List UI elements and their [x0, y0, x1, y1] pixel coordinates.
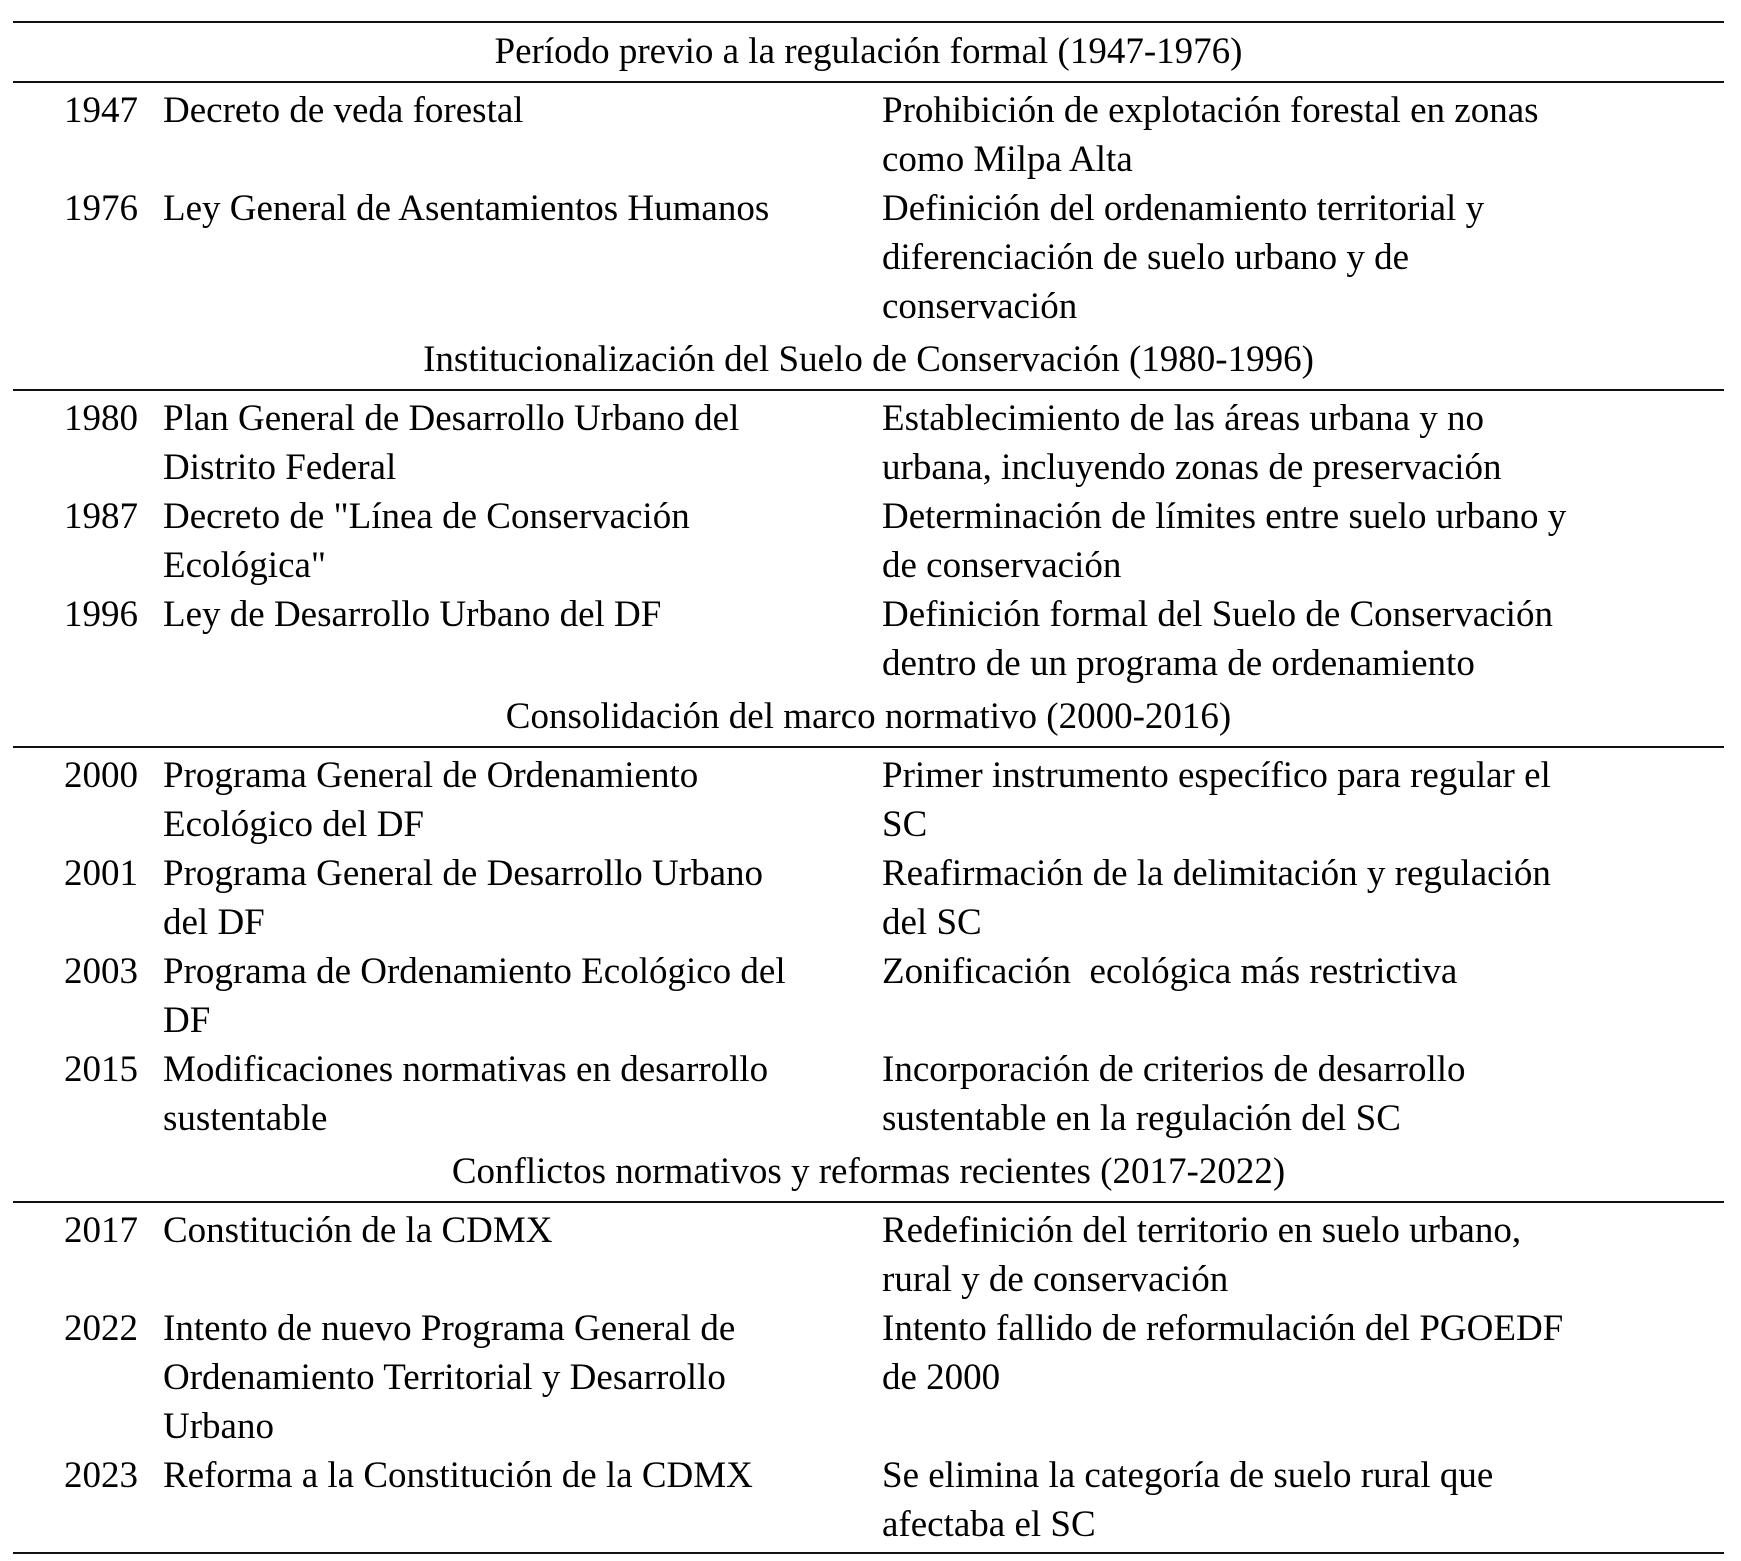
year-cell: 1947 [64, 90, 138, 131]
description-line: afectaba el SC [882, 1504, 1096, 1545]
description-line: dentro de un programa de ordenamiento [882, 643, 1475, 684]
table-row [13, 947, 1724, 1045]
instrument-line: Programa General de Ordenamiento [163, 755, 699, 796]
description-cell [882, 1045, 1724, 1143]
description-line: urbana, incluyendo zonas de preservación [882, 447, 1502, 488]
description-line: conservación [882, 286, 1078, 327]
description-line: de 2000 [882, 1357, 1001, 1398]
year-cell: 2001 [64, 853, 138, 894]
section-title: Período previo a la regulación formal (1947-1976) [13, 21, 1724, 83]
instrument-cell [138, 492, 882, 590]
table-row [13, 184, 1724, 331]
description-line: Incorporación de criterios de desarrollo [882, 1049, 1466, 1090]
instrument-line: Modificaciones normativas en desarrollo [163, 1049, 769, 1090]
regulation-timeline-table [13, 21, 1724, 1554]
instrument-cell [138, 590, 882, 688]
instrument-line: del DF [163, 902, 265, 943]
description-cell [882, 1206, 1724, 1304]
section-title: Conflictos normativos y reformas recientes (2017-2022) [13, 1143, 1724, 1203]
year-cell: 1980 [64, 398, 138, 439]
year-cell: 1996 [64, 594, 138, 635]
description-cell [882, 394, 1724, 492]
year-cell: 2000 [64, 755, 138, 796]
instrument-line: Plan General de Desarrollo Urbano del [163, 398, 740, 439]
section-recent-conflicts [13, 1143, 1724, 1552]
table-row [13, 590, 1724, 688]
instrument-line: Ley de Desarrollo Urbano del DF [163, 594, 662, 635]
description-line: de conservación [882, 545, 1122, 586]
description-line: Prohibición de explotación forestal en zonas [882, 90, 1539, 131]
instrument-line: Distrito Federal [163, 447, 397, 488]
instrument-line: sustentable [163, 1098, 328, 1139]
table-row [13, 394, 1724, 492]
instrument-line: Ordenamiento Territorial y Desarrollo [163, 1357, 726, 1398]
instrument-line: Ecológico del DF [163, 804, 425, 845]
description-cell [882, 849, 1724, 947]
description-cell [882, 86, 1724, 184]
section-title: Institucionalización del Suelo de Conservación (1980-1996) [13, 331, 1724, 391]
instrument-cell [138, 86, 882, 184]
year-cell: 2017 [64, 1210, 138, 1251]
instrument-cell [138, 1206, 882, 1304]
description-line: Reafirmación de la delimitación y regulación [882, 853, 1551, 894]
description-cell [882, 751, 1724, 849]
section-rows [13, 748, 1724, 1143]
instrument-cell [138, 1451, 882, 1549]
description-cell [882, 184, 1724, 331]
instrument-line: Reforma a la Constitución de la CDMX [163, 1455, 753, 1496]
year-cell: 1987 [64, 496, 138, 537]
description-line: rural y de conservación [882, 1259, 1229, 1300]
description-cell [882, 1451, 1724, 1549]
description-line: Se elimina la categoría de suelo rural que [882, 1455, 1494, 1496]
instrument-line: Ley General de Asentamientos Humanos [163, 188, 770, 229]
description-line: Definición del ordenamiento territorial y [882, 188, 1485, 229]
table-row [13, 751, 1724, 849]
instrument-cell [138, 947, 882, 1045]
section-rows [13, 83, 1724, 331]
instrument-cell [138, 849, 882, 947]
instrument-line: Constitución de la CDMX [163, 1210, 553, 1251]
description-line: Establecimiento de las áreas urbana y no [882, 398, 1485, 439]
instrument-cell [138, 751, 882, 849]
instrument-line: Urbano [163, 1406, 274, 1447]
table-row [13, 849, 1724, 947]
section-pre-regulation [13, 21, 1724, 331]
instrument-cell [138, 1045, 882, 1143]
description-line: Determinación de límites entre suelo urbano y [882, 496, 1567, 537]
description-cell [882, 590, 1724, 688]
section-institutionalization [13, 331, 1724, 688]
instrument-line: Programa General de Desarrollo Urbano [163, 853, 763, 894]
instrument-line: Decreto de veda forestal [163, 90, 524, 131]
description-cell [882, 1304, 1724, 1451]
section-rows [13, 391, 1724, 688]
description-line: SC [882, 804, 928, 845]
description-line: como Milpa Alta [882, 139, 1133, 180]
year-cell: 2022 [64, 1308, 138, 1349]
section-consolidation [13, 688, 1724, 1143]
instrument-cell [138, 184, 882, 331]
description-cell [882, 492, 1724, 590]
table-row [13, 1206, 1724, 1304]
instrument-line: Programa de Ordenamiento Ecológico del [163, 951, 786, 992]
table-row [13, 492, 1724, 590]
description-line: del SC [882, 902, 982, 943]
table-row [13, 86, 1724, 184]
section-rows [13, 1203, 1724, 1552]
instrument-line: Ecológica" [163, 545, 327, 586]
table-bottom-rule [13, 1552, 1724, 1554]
description-line: Definición formal del Suelo de Conservación [882, 594, 1553, 635]
year-cell: 1976 [64, 188, 138, 229]
description-line: Zonificación ecológica más restrictiva [882, 951, 1458, 992]
description-line: Intento fallido de reformulación del PGOEDF [882, 1308, 1564, 1349]
instrument-cell [138, 394, 882, 492]
table-row [13, 1451, 1724, 1549]
table-row [13, 1304, 1724, 1451]
year-cell: 2023 [64, 1455, 138, 1496]
description-line: sustentable en la regulación del SC [882, 1098, 1401, 1139]
instrument-cell [138, 1304, 882, 1451]
description-line: Redefinición del territorio en suelo urbano, [882, 1210, 1522, 1251]
instrument-line: Intento de nuevo Programa General de [163, 1308, 736, 1349]
year-cell: 2003 [64, 951, 138, 992]
table-row [13, 1045, 1724, 1143]
description-line: Primer instrumento específico para regular el [882, 755, 1551, 796]
description-line: diferenciación de suelo urbano y de [882, 237, 1410, 278]
instrument-line: DF [163, 1000, 211, 1041]
instrument-line: Decreto de "Línea de Conservación [163, 496, 690, 537]
year-cell: 2015 [64, 1049, 138, 1090]
section-title: Consolidación del marco normativo (2000-2016) [13, 688, 1724, 748]
description-cell [882, 947, 1724, 1045]
